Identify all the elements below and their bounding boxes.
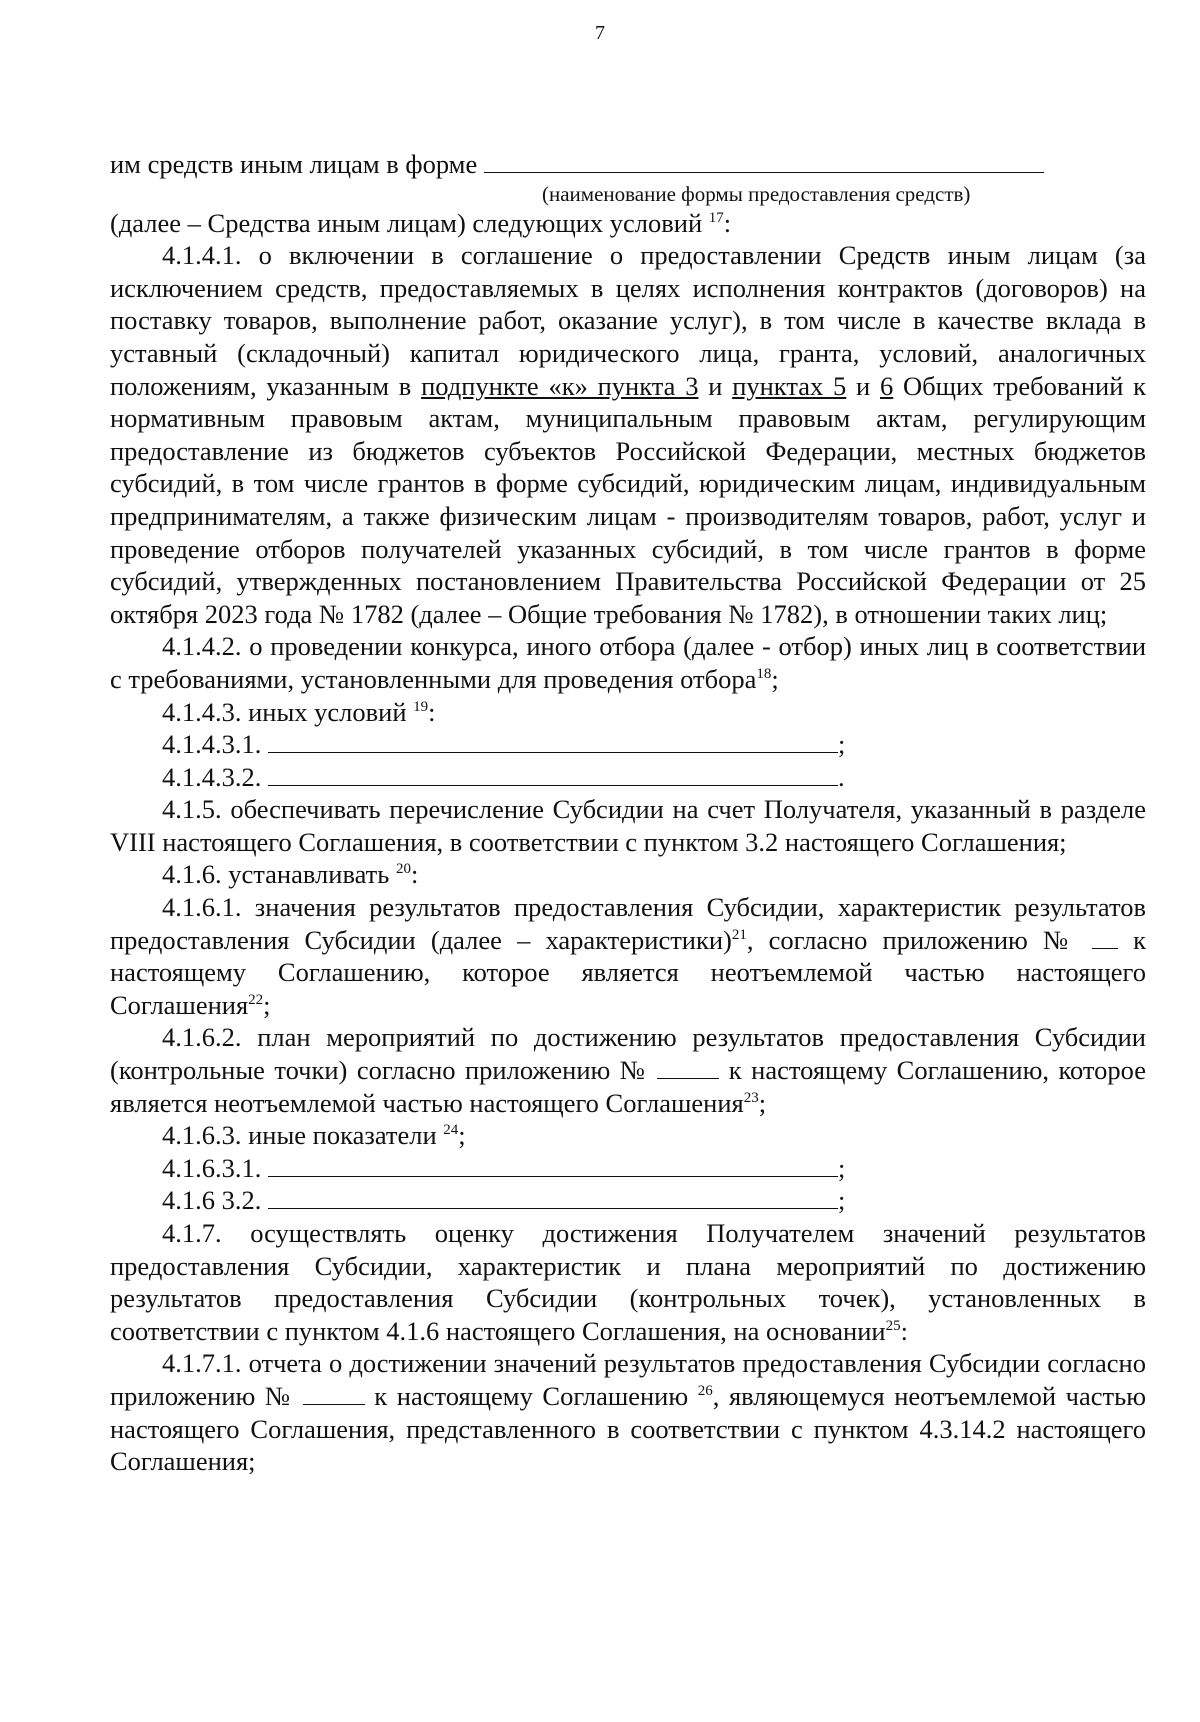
footnote-ref: 20 <box>395 861 411 878</box>
clause-4-1-4-3-1: 4.1.4.3.1. ; <box>162 729 846 760</box>
clause-4-1-4-2: 4.1.4.2. о проведении конкурса, иного отбора (далее - отбор) иных лиц в соответствии с требованиями, установленными для проведения отбора$^{18}$; <box>110 631 1146 694</box>
blank-line <box>268 763 838 786</box>
intro-continuation: (далее – Средства иным лицам) следующих условий $^{17}$: <box>110 207 732 238</box>
clause-4-1-6-3: 4.1.6.3. иные показатели $^{24}$; <box>162 1120 466 1151</box>
footnote-ref: 23 <box>743 1089 759 1106</box>
blank-line <box>657 1056 719 1079</box>
clause-4-1-7-1: 4.1.7.1. отчета о достижении значений результатов предоставления Субсидии согласно приложению № к настоящему Соглашению $^{26}$, являющемуся неотъемлемой частью настоящего Соглашения, представленного в соответствии с пунктом 4.3.14.2 настоящего Соглашения; <box>110 1348 1146 1477</box>
clause-4-1-6: 4.1.6. устанавливать $^{20}$: <box>162 859 419 890</box>
page-number: 7 <box>595 22 605 44</box>
footnote-ref: 22 <box>248 992 264 1009</box>
footnote-ref: 24 <box>443 1122 459 1139</box>
blank-line <box>268 1154 838 1177</box>
link-subclause-k-clause-3[interactable]: подпункте «к» пункта 3 <box>421 370 699 401</box>
clause-4-1-4-3-2: 4.1.4.3.2. . <box>162 761 845 792</box>
link-clause-6[interactable]: 6 <box>880 370 894 401</box>
footnote-ref: 18 <box>756 666 772 683</box>
blank-line <box>268 730 838 753</box>
form-blank-line <box>484 150 1044 173</box>
clause-4-1-4-1: 4.1.4.1. о включении в соглашение о предоставлении Средств иным лицам (за исключением средств, предоставляемых в целях исполнения контрактов (договоров) на поставку товаров, выполнение работ, оказание услуг), в том числе в качестве вклада в уставный (складочный) капитал юридического лица, гранта, условий, аналогичных положениям, указанным в подпункте «к» пункта 3 и пунктах 5 и 6 Общих требований к нормативным правовым актам, муниципальным правовым актам, регулирующим предоставление из бюджетов субъектов Российской Федерации, местных бюджетов субсидий, в том числе грантов в форме субсидий, юридическим лицам, индивидуальным предпринимателям, а также физическим лицам - производителям товаров, работ, услуг и проведение отборов получателей указанных субсидий, в том числе грантов в форме субсидий, утвержденных постановлением Правительства Российской Федерации от 25 октября 2023 года № 1782 (далее – Общие требования № 1782), в отношении таких лиц; <box>110 240 1147 629</box>
blank-line <box>268 1186 838 1209</box>
clause-4-1-6-3-1: 4.1.6.3.1. ; <box>162 1152 846 1183</box>
blank-line <box>303 1382 365 1405</box>
form-caption: (наименование формы предоставления средств) <box>542 181 971 206</box>
clause-4-1-6-3-2: 4.1.6 3.2. ; <box>162 1185 846 1216</box>
footnote-ref: 19 <box>413 698 429 715</box>
clause-4-1-7: 4.1.7. осуществлять оценку достижения Получателем значений результатов предоставления Субсидии, характеристик и плана мероприятий по достижению результатов предоставления Субсидии (контрольных точек), установленных в соответствии с пунктом 4.1.6 настоящего Соглашения, на основании$^{25}$: <box>110 1218 1146 1346</box>
link-clause-5[interactable]: пунктах 5 <box>732 370 847 401</box>
footnote-ref: 25 <box>885 1317 901 1334</box>
footnote-ref: 21 <box>731 926 747 943</box>
footnote-ref: 26 <box>697 1383 713 1400</box>
clause-4-1-4-3: 4.1.4.3. иных условий $^{19}$: <box>162 696 436 727</box>
clause-4-1-6-1: 4.1.6.1. значения результатов предоставления Субсидии, характеристик результатов предоставления Субсидии (далее – характеристики)$^{21}$, согласно приложению № к настоящему Соглашению, которое является неотъемлемой частью настоящего Соглашения$^{22}$; <box>110 892 1146 1020</box>
clause-4-1-6-2: 4.1.6.2. план мероприятий по достижению результатов предоставления Субсидии (контрольные точки) согласно приложению № к настоящему Соглашению, которое является неотъемлемой частью настоящего Соглашения$^{23}$; <box>110 1022 1146 1118</box>
blank-line <box>1092 926 1118 949</box>
clause-4-1-5: 4.1.5. обеспечивать перечисление Субсидии на счет Получателя, указанный в разделе VIII настоящего Соглашения, в соответствии с пунктом 3.2 настоящего Соглашения; <box>110 794 1146 857</box>
document-body <box>110 148 1146 1478</box>
intro-line: им средств иным лицам в форме <box>110 148 1146 181</box>
footnote-ref: 17 <box>708 209 724 226</box>
